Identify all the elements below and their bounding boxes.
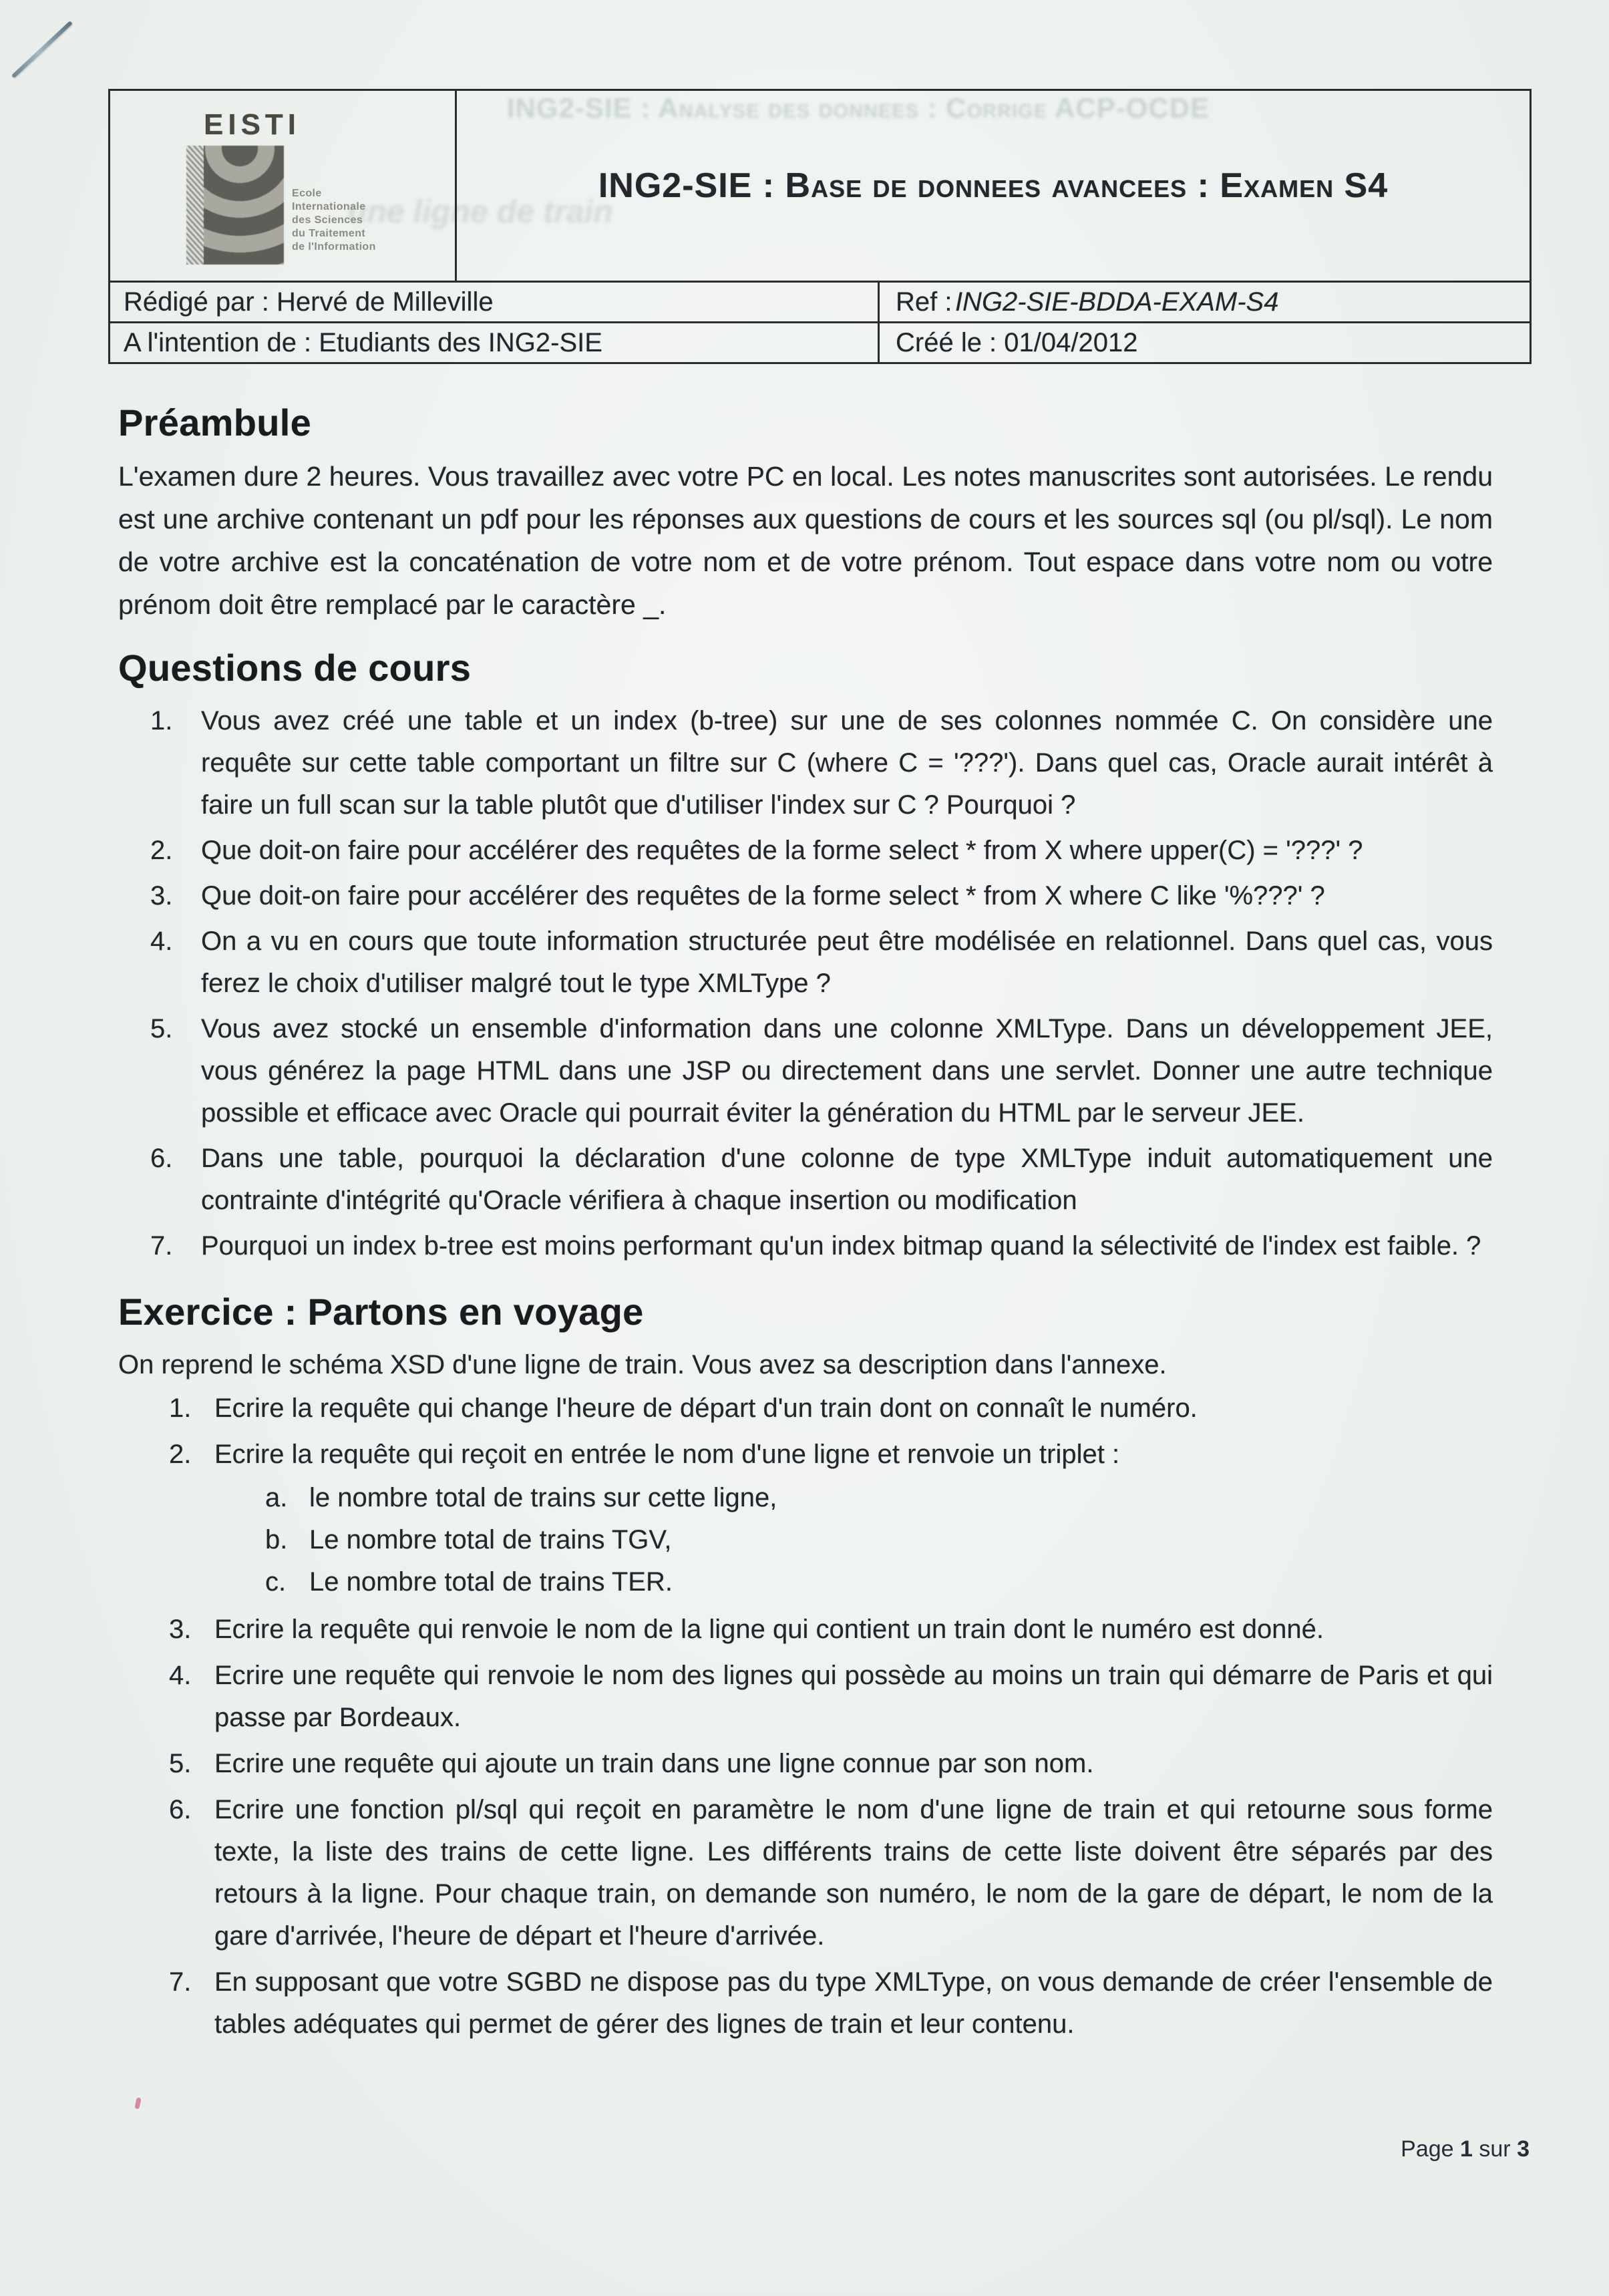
- sub-text-b: Le nombre total de trains TGV,: [309, 1525, 672, 1554]
- logo-cell: [110, 91, 455, 281]
- bleedthrough-subtitle: une ligne de train: [347, 194, 613, 230]
- author-text: Rédigé par : Hervé de Milleville: [124, 287, 494, 317]
- question-number-2: 2.: [150, 836, 173, 865]
- header-table: [108, 89, 1532, 364]
- org-line-5: de l'Information: [292, 241, 376, 253]
- sub-text-c: Le nombre total de trains TER.: [309, 1567, 673, 1597]
- exercise-item-5: [169, 1743, 1493, 1785]
- eisti-wordmark: EISTI: [204, 108, 301, 141]
- exercise-text-2: Ecrire la requête qui reçoit en entrée le nom d'une ligne et renvoie un triplet :: [214, 1440, 1120, 1469]
- exercise-item-6: [169, 1789, 1493, 1957]
- org-line-3: des Sciences: [292, 214, 363, 226]
- sub-text-a: le nombre total de trains sur cette ligne,: [309, 1483, 777, 1512]
- question-text-7: Pourquoi un index b-tree est moins performant qu'un index bitmap quand la sélectivité de l'index est faible. ?: [201, 1231, 1481, 1261]
- exercise-item-7: [169, 1961, 1493, 2045]
- question-item-5: [150, 1008, 1493, 1134]
- question-item-6: [150, 1138, 1493, 1222]
- question-number-1: 1.: [150, 706, 173, 735]
- question-item-7: [150, 1225, 1493, 1267]
- questions-heading: Questions de cours: [118, 647, 472, 689]
- exercice-heading: Exercice : Partons en voyage: [118, 1291, 644, 1333]
- preambule-heading: Préambule: [118, 401, 312, 444]
- question-item-3: [150, 875, 1493, 917]
- exercise-item-4: [169, 1655, 1493, 1739]
- org-line-2: Internationale: [292, 201, 366, 212]
- ref-value: ING2-SIE-BDDA-EXAM-S4: [954, 287, 1279, 317]
- document-title: ING2-SIE : Base de donnees avancees : Examen S4: [598, 166, 1389, 205]
- pen-mark: [11, 21, 73, 78]
- sub-item-a: [265, 1477, 1493, 1519]
- audience-text: A l'intention de : Etudiants des ING2-SIE: [124, 327, 602, 357]
- question-item-1: [150, 700, 1493, 826]
- exercise-text-4: Ecrire une requête qui renvoie le nom des lignes qui possède au moins un train qui démarre de Paris et qui passe par Bordeaux.: [214, 1661, 1493, 1732]
- questions-list: [150, 700, 1493, 1267]
- question-text-3: Que doit-on faire pour accélérer des requêtes de la forme select * from X where C like '%???' ?: [201, 881, 1325, 911]
- bleedthrough-title: ING2-SIE : Analyse des donnees : Corrige ACP-OCDE: [506, 92, 1210, 124]
- question-text-1: Vous avez créé une table et un index (b-tree) sur une de ses colonnes nommée C. On considère une requête sur cette table comportant un filtre sur C (where C = '???'). Dans quel cas, Oracle aurait intérêt à faire un full scan sur la table plutôt que d'utiliser l'index sur C ? Pourquoi ?: [201, 706, 1493, 820]
- exercise-text-7: En supposant que votre SGBD ne dispose pas du type XMLType, on vous demande de créer l'ensemble de tables adéquates qui permet de gérer des lignes de train et leur contenu.: [214, 1967, 1493, 2039]
- ref-label: Ref :: [896, 287, 952, 317]
- audience-cell: [110, 321, 878, 362]
- question-text-4: On a vu en cours que toute information structurée peut être modélisée en relationnel. Dans quel cas, vous ferez le choix d'utiliser malgré tout le type XMLType ?: [201, 927, 1493, 998]
- question-number-3: 3.: [150, 881, 173, 911]
- exercise-number-7: 7.: [169, 1967, 192, 1997]
- sub-letter-a: a.: [265, 1483, 288, 1512]
- page-number: 1: [1460, 2136, 1473, 2162]
- page-total: 3: [1517, 2136, 1530, 2162]
- exercise-number-4: 4.: [169, 1661, 192, 1690]
- eisti-org-name: [292, 187, 376, 254]
- title-cell: [455, 91, 1530, 281]
- sub-letter-b: b.: [265, 1525, 288, 1554]
- created-cell: [878, 321, 1530, 362]
- eisti-logo: [186, 146, 284, 265]
- exercise-number-1: 1.: [169, 1393, 192, 1423]
- page-separator: sur: [1479, 2136, 1511, 2162]
- sub-item-b: [265, 1519, 1493, 1561]
- question-item-2: [150, 830, 1493, 872]
- author-cell: [110, 281, 878, 321]
- exercise-number-3: 3.: [169, 1615, 192, 1644]
- exercise-number-5: 5.: [169, 1749, 192, 1778]
- question-text-2: Que doit-on faire pour accélérer des requêtes de la forme select * from X where upper(C) = '???' ?: [201, 836, 1363, 865]
- exercice-list: [169, 1387, 1493, 2045]
- paper-fleck: [134, 2097, 141, 2109]
- exercise-text-1: Ecrire la requête qui change l'heure de départ d'un train dont on connaît le numéro.: [214, 1393, 1198, 1423]
- question-number-6: 6.: [150, 1144, 173, 1173]
- exercice-intro: On reprend le schéma XSD d'une ligne de train. Vous avez sa description dans l'annexe.: [118, 1350, 1167, 1379]
- page-footer: [1401, 2136, 1530, 2162]
- question-item-4: [150, 921, 1493, 1005]
- exercise-sublist: [265, 1477, 1493, 1603]
- created-text: Créé le : 01/04/2012: [896, 327, 1138, 357]
- question-text-5: Vous avez stocké un ensemble d'information dans une colonne XMLType. Dans un développement JEE, vous générez la page HTML dans une JSP ou directement dans une servlet. Donner une autre technique possible et efficace avec Oracle qui pourrait éviter la génération du HTML par le serveur JEE.: [201, 1014, 1493, 1128]
- exercise-text-6: Ecrire une fonction pl/sql qui reçoit en paramètre le nom d'une ligne de train et qui retourne sous forme texte, la liste des trains de cette ligne. Les différents trains de cette liste doivent être séparés par des retours à la ligne. Pour chaque train, on demande son numéro, le nom de la gare de départ, le nom de la gare d'arrivée, l'heure de départ et l'heure d'arrivée.: [214, 1795, 1493, 1951]
- exercise-text-3: Ecrire la requête qui renvoie le nom de la ligne qui contient un train dont le numéro est donné.: [214, 1615, 1324, 1644]
- sub-letter-c: c.: [265, 1567, 287, 1597]
- preambule-paragraph: L'examen dure 2 heures. Vous travaillez avec votre PC en local. Les notes manuscrites sont autorisées. Le rendu est une archive contenant un pdf pour les réponses aux questions de cours et les sources sql (ou pl/sql). Le nom de votre archive est la concaténation de votre nom et de votre prénom. Tout espace dans votre nom ou votre prénom doit être remplacé par le caractère _.: [118, 461, 1493, 620]
- exercise-item-3: [169, 1609, 1493, 1651]
- sub-item-c: [265, 1561, 1493, 1603]
- page-label: Page: [1401, 2136, 1454, 2162]
- question-text-6: Dans une table, pourquoi la déclaration d'une colonne de type XMLType induit automatiquement une contrainte d'intégrité qu'Oracle vérifiera à chaque insertion ou modification: [201, 1144, 1493, 1215]
- exercise-text-5: Ecrire une requête qui ajoute un train dans une ligne connue par son nom.: [214, 1749, 1094, 1778]
- question-number-5: 5.: [150, 1014, 173, 1043]
- exercise-number-6: 6.: [169, 1795, 192, 1824]
- exercise-item-1: [169, 1387, 1493, 1430]
- exercise-number-2: 2.: [169, 1440, 192, 1469]
- exercise-item-2: [169, 1434, 1493, 1605]
- question-number-4: 4.: [150, 927, 173, 956]
- org-line-4: du Traitement: [292, 228, 366, 239]
- org-line-1: Ecole: [292, 188, 322, 199]
- ref-cell: [878, 281, 1530, 321]
- question-number-7: 7.: [150, 1231, 173, 1261]
- document-body: [118, 401, 1493, 2049]
